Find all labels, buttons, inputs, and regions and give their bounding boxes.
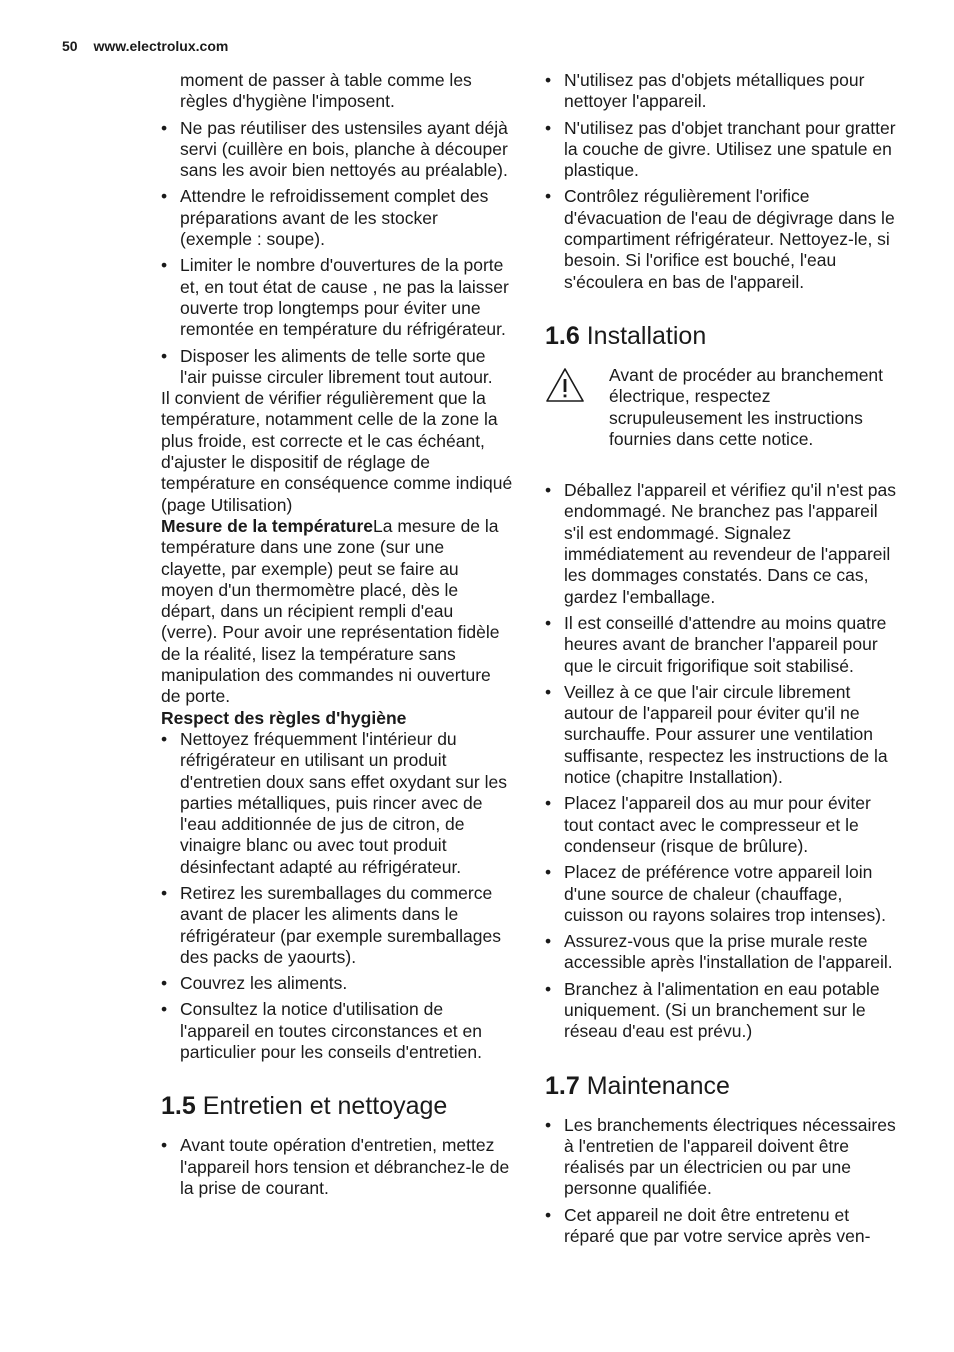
list-item: • Veillez à ce que l'air circule librement autour de l'appareil pour éviter qu'il ne surchauffe. Pour assurer une ventilation suffisante, respectez les instructions de la notice (chapitre Installation). bbox=[545, 682, 897, 788]
hygiene-rules-list bbox=[161, 729, 513, 1063]
measure-text: La mesure de la température dans une zone (sur une clayette, par exemple) peut se faire au moyen d'un thermomètre placé, dès le départ, dans un récipient rempli d'eau (verre). Pour avoir une représentation fidèle de la réalité, lisez la température sans manipulation des commandes ni ouverture de porte. bbox=[161, 515, 500, 707]
temperature-check-paragraph: Il convient de vérifier régulièrement que la température, notamment celle de la zone la plus froide, est correcte et le cas échéant, d'ajuster le dispositif de réglage de température en conséquence comme indiqué (page Utilisation) bbox=[161, 388, 513, 515]
list-item: • Consultez la notice d'utilisation de l'appareil en toutes circonstances et en particulier pour les conseils d'entretien. bbox=[161, 999, 513, 1063]
measure-paragraph bbox=[161, 516, 513, 708]
list-item: • Couvrez les aliments. bbox=[161, 973, 513, 994]
hygiene-heading: Respect des règles d'hygiène bbox=[161, 707, 407, 728]
list-item: • Retirez les suremballages du commerce avant de placer les aliments dans le réfrigérateur (par exemple suremballages des packs de yaourts). bbox=[161, 883, 513, 968]
list-item: • Disposer les aliments de telle sorte que l'air puisse circuler librement tout autour. bbox=[161, 346, 513, 389]
intro-continuation: moment de passer à table comme les règles d'hygiène l'imposent. bbox=[180, 70, 472, 112]
list-item: • Assurez-vous que la prise murale reste accessible après l'installation de l'appareil. bbox=[545, 931, 897, 974]
website-url: www.electrolux.com bbox=[93, 38, 229, 54]
list-item: • Branchez à l'alimentation en eau potable uniquement. (Si un branchement sur le réseau d'eau est prévu.) bbox=[545, 979, 897, 1043]
measure-title: Mesure de la température bbox=[161, 515, 374, 536]
section-heading-1-7 bbox=[545, 1071, 897, 1101]
right-column bbox=[545, 70, 897, 1252]
section-number: 1.5 bbox=[161, 1092, 196, 1121]
list-item: • Attendre le refroidissement complet des préparations avant de les stocker (exemple : soupe). bbox=[161, 186, 513, 250]
section-heading-1-6 bbox=[545, 321, 897, 351]
cleaning-list-continued bbox=[545, 70, 897, 293]
list-item: • Cet appareil ne doit être entretenu et réparé que par votre service après ven- bbox=[545, 1205, 897, 1248]
section-number: 1.6 bbox=[545, 321, 580, 350]
installation-list bbox=[545, 480, 897, 1042]
list-item: • Nettoyez fréquemment l'intérieur du réfrigérateur en utilisant un produit d'entretien doux sans effet oxydant sur les parties métalliques, puis rincer avec de l'eau additionnée de jus de citron, de vinaigre blanc ou avec tout produit désinfectant adapté au réfrigérateur. bbox=[161, 729, 513, 878]
list-item: • Ne pas réutiliser des ustensiles ayant déjà servi (cuillère en bois, planche à découper sans les avoir bien nettoyés au préalable). bbox=[161, 118, 513, 182]
list-item: • Contrôlez régulièrement l'orifice d'évacuation de l'eau de dégivrage dans le compartiment réfrigérateur. Nettoyez-le, si besoin. Si l'orifice est bouché, l'eau s'écoulera en bas de l'appareil. bbox=[545, 186, 897, 292]
warning-box bbox=[545, 365, 897, 450]
page-header bbox=[62, 38, 228, 54]
warning-triangle-icon bbox=[545, 365, 585, 450]
page-number: 50 bbox=[62, 38, 78, 54]
list-item: • N'utilisez pas d'objet tranchant pour gratter la couche de givre. Utilisez une spatule en plastique. bbox=[545, 118, 897, 182]
list-item: • Avant toute opération d'entretien, mettez l'appareil hors tension et débranchez-le de la prise de courant. bbox=[161, 1135, 513, 1199]
hygiene-tips-list bbox=[161, 118, 513, 389]
list-item: • Déballez l'appareil et vérifiez qu'il n'est pas endommagé. Ne branchez pas l'appareil s'il est endommagé. Signalez immédiatement au revendeur de l'appareil les dommages constatés. Dans ce cas, gardez l'emballage. bbox=[545, 480, 897, 608]
list-item: • Placez de préférence votre appareil loin d'une source de chaleur (chauffage, cuisson ou rayons solaires trop intenses). bbox=[545, 862, 897, 926]
list-item: • Limiter le nombre d'ouvertures de la porte et, en tout état de cause , ne pas la laisser ouverte trop longtemps pour éviter une remontée en température du réfrigérateur. bbox=[161, 255, 513, 340]
list-item: • Les branchements électriques nécessaires à l'entretien de l'appareil doivent être réalisés par un électricien ou par une personne qualifiée. bbox=[545, 1115, 897, 1200]
list-item: • Placez l'appareil dos au mur pour éviter tout contact avec le compresseur et le condenseur (risque de brûlure). bbox=[545, 793, 897, 857]
warning-text: Avant de procéder au branchement électrique, respectez scrupuleusement les instructions fournies dans cette notice. bbox=[609, 364, 884, 449]
list-item: • N'utilisez pas d'objets métalliques pour nettoyer l'appareil. bbox=[545, 70, 897, 113]
section-heading-1-5 bbox=[161, 1091, 513, 1121]
section-title: Installation bbox=[586, 321, 707, 350]
list-item: • Il est conseillé d'attendre au moins quatre heures avant de brancher l'appareil pour que le circuit frigorifique soit stabilisé. bbox=[545, 613, 897, 677]
section-number: 1.7 bbox=[545, 1071, 580, 1100]
cleaning-list bbox=[161, 1135, 513, 1199]
maintenance-list bbox=[545, 1115, 897, 1248]
section-title: Entretien et nettoyage bbox=[202, 1092, 448, 1121]
left-column bbox=[161, 70, 513, 1204]
section-title: Maintenance bbox=[586, 1071, 730, 1100]
